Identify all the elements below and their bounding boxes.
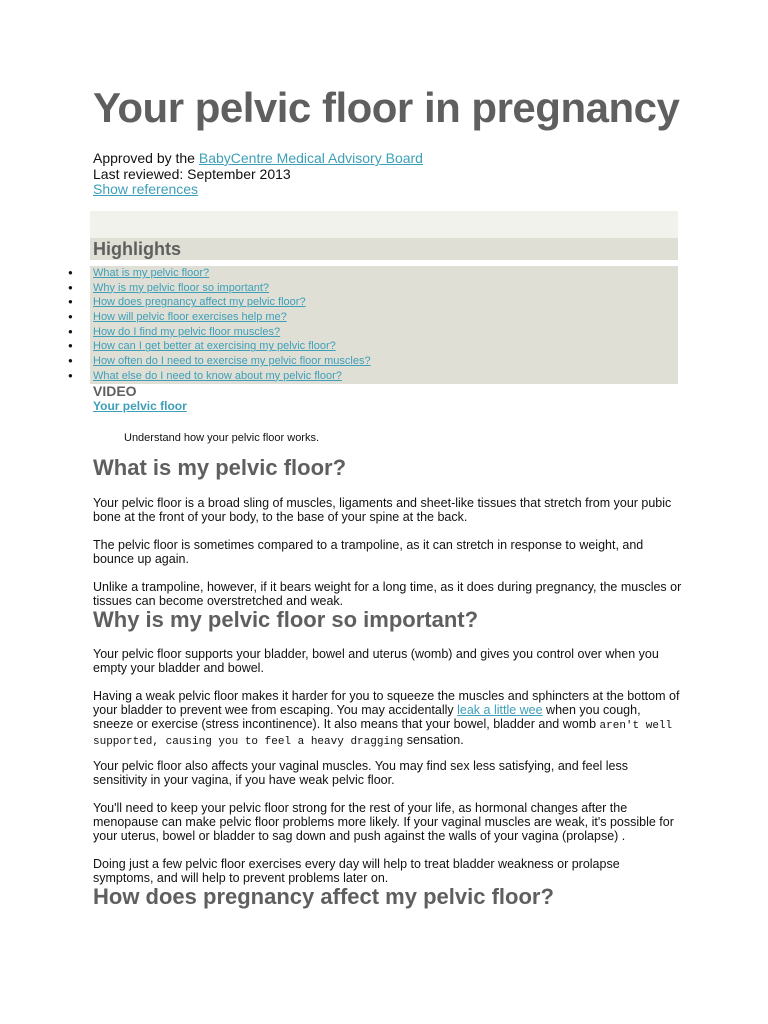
bullet-icon: ● (68, 341, 73, 351)
video-link[interactable]: Your pelvic floor (93, 399, 187, 413)
list-item (68, 295, 678, 310)
paragraph: Your pelvic floor is a broad sling of muscles, ligaments and sheet-like tissues that stretch from your pubic bone at the front of your body, to the base of your spine at the back. (93, 496, 672, 524)
highlight-link[interactable]: What is my pelvic floor? (93, 267, 210, 279)
paragraph (93, 689, 683, 749)
text-run: aren't well supported, causing you to feel a heavy dragging (93, 720, 673, 748)
list-item (68, 325, 678, 340)
paragraph: Doing just a few pelvic floor exercises every day will help to treat bladder weakness or prolapse symptoms, and will help to prevent problems later on. (93, 857, 620, 885)
paragraph: Your pelvic floor also affects your vaginal muscles. You may find sex less satisfying, and feel less sensitivity in your vagina, if you have weak pelvic floor. (93, 759, 629, 787)
list-item (68, 281, 678, 296)
list-item (68, 310, 678, 325)
page-title: Your pelvic floor in pregnancy (93, 84, 680, 131)
show-references-link[interactable]: Show references (93, 181, 199, 197)
list-item (68, 369, 678, 384)
highlights-list (68, 266, 678, 384)
highlight-link[interactable]: Why is my pelvic floor so important? (93, 281, 270, 294)
highlight-link[interactable]: How does pregnancy affect my pelvic floor? (93, 296, 306, 309)
section-heading-why: Why is my pelvic floor so important? (93, 607, 479, 632)
highlight-link[interactable]: How often do I need to exercise my pelvic floor muscles? (93, 355, 371, 368)
approved-line (93, 151, 423, 167)
video-label: VIDEO (93, 383, 137, 399)
list-item (68, 266, 678, 281)
list-item (68, 339, 678, 354)
paragraph: Your pelvic floor supports your bladder, bowel and uterus (womb) and gives you control over when you empty your bladder and bowel. (93, 647, 659, 675)
bullet-icon: ● (68, 370, 73, 380)
highlights-heading: Highlights (90, 238, 678, 260)
bullet-icon: ● (68, 297, 73, 307)
advisory-board-link[interactable]: BabyCentre Medical Advisory Board (198, 150, 423, 166)
text-run: Having a weak pelvic floor makes it harder for you to squeeze the muscles and sphincters at the bottom of your bladder to prevent wee from escaping. You may accidentally (93, 689, 680, 717)
approved-prefix: Approved by the (93, 150, 199, 166)
section-heading-what: What is my pelvic floor? (93, 455, 347, 480)
bullet-icon: ● (68, 326, 73, 336)
last-reviewed: Last reviewed: September 2013 (93, 165, 291, 182)
paragraph: Unlike a trampoline, however, if it bears weight for a long time, as it does during pregnancy, the muscles or tissues can become overstretched and weak. (93, 580, 682, 608)
leak-link[interactable]: leak a little wee (457, 703, 543, 717)
bullet-icon: ● (68, 356, 73, 366)
highlight-link[interactable]: What else do I need to know about my pelvic floor? (93, 369, 342, 382)
text-run: sensation. (403, 733, 464, 747)
bullet-icon: ● (68, 268, 73, 277)
paragraph: The pelvic floor is sometimes compared to a trampoline, as it can stretch in response to weight, and bounce up again. (93, 538, 644, 566)
text-run: when you cough, sneeze or exercise (stress incontinence). It also means that your bowel, bladder and womb (93, 703, 641, 731)
section-heading-pregnancy: How does pregnancy affect my pelvic floor? (93, 884, 554, 909)
bullet-icon: ● (68, 312, 73, 322)
highlight-link[interactable]: How do I find my pelvic floor muscles? (93, 325, 281, 338)
video-description: Understand how your pelvic floor works. (124, 432, 320, 444)
highlights-top-band (90, 211, 678, 238)
paragraph: You'll need to keep your pelvic floor strong for the rest of your life, as hormonal changes after the menopause can make pelvic floor problems more likely. If your vaginal muscles are weak, it's possible for your uterus, bowel or bladder to sag down and push against the walls of your vagina (prolapse) . (93, 801, 674, 843)
bullet-icon: ● (68, 282, 73, 292)
highlight-link[interactable]: How will pelvic floor exercises help me? (93, 311, 287, 324)
highlight-link[interactable]: How can I get better at exercising my pelvic floor? (93, 340, 336, 353)
list-item (68, 354, 678, 369)
article-meta (93, 151, 423, 198)
